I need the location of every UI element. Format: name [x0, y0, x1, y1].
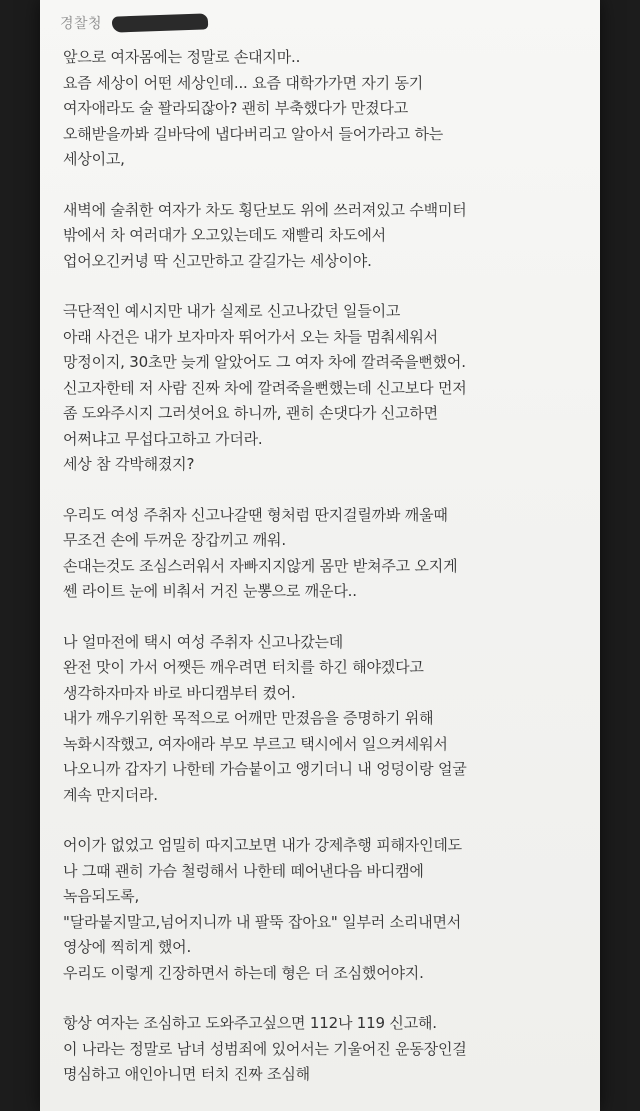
post-line: 무조건 손에 두꺼운 장갑끼고 깨워. [63, 531, 286, 549]
post-line: 명심하고 애인아니면 터치 진짜 조심해 [63, 1065, 310, 1083]
post-line: 신고자한테 저 사람 진짜 차에 깔려죽을뻔했는데 신고보다 먼저 [63, 378, 467, 397]
post-line: 쎈 라이트 눈에 비춰서 거진 눈뽕으로 깨운다.. [63, 582, 357, 600]
redacted-author-mark [112, 13, 208, 32]
post-line: 항상 여자는 조심하고 도와주고싶으면 112나 119 신고해. [63, 1014, 437, 1032]
post-line: 요즘 세상이 어떤 세상인데... 요즘 대학가가면 자기 동기 [63, 73, 424, 92]
post-body [63, 45, 563, 1111]
post-paragraph [63, 45, 563, 173]
post-line: 어이가 없었고 엄밀히 따지고보면 내가 강제추행 피해자인데도 [63, 836, 462, 854]
post-line: 우리도 이렇게 긴장하면서 하는데 형은 더 조심했어야지. [63, 963, 424, 982]
post-line: 어쩌냐고 무섭다고하고 가더라. [63, 429, 263, 448]
post-line: 완전 맛이 가서 어쨋든 깨우려면 터치를 하긴 해야겠다고 [63, 658, 424, 676]
post-line: 앞으로 여자몸에는 정말로 손대지마.. [63, 48, 301, 66]
post-line: 망정이지, 30초만 늦게 알았어도 그 여자 차에 깔려죽을뻔했어. [63, 353, 466, 371]
post-line: 극단적인 예시지만 내가 실제로 신고나갔던 일들이고 [63, 302, 401, 320]
post-line: 녹음되도록, [63, 887, 140, 905]
post-paragraph [63, 630, 563, 809]
post-line: 오해받을까봐 길바닥에 냅다버리고 알아서 들어가라고 하는 [63, 124, 444, 143]
post-line: 내가 깨우기위한 목적으로 어깨만 만졌음을 증명하기 위해 [63, 709, 434, 727]
post-line: 나 그때 괜히 가슴 철렁해서 나한테 떼어낸다음 바디캠에 [63, 861, 424, 880]
post-line: 나오니까 갑자기 나한테 가슴붙이고 앵기더니 내 엉덩이랑 얼굴 [63, 760, 467, 778]
post-line: 녹화시작했고, 여자애라 부모 부르고 택시에서 일으켜세워서 [63, 734, 448, 753]
post-line: 밖에서 차 여러대가 오고있는데도 재빨리 차도에서 [63, 226, 386, 244]
post-line: 아래 사건은 내가 보자마자 뛰어가서 오는 차들 멈춰세워서 [63, 327, 438, 346]
post-line: "달라붙지말고,넘어지니까 내 팔뚝 잡아요" 일부러 소리내면서 [63, 912, 462, 931]
post-line: 계속 만지더라. [63, 785, 158, 804]
post-paragraph [63, 198, 563, 275]
post-line: 업어오긴커녕 딱 신고만하고 갈길가는 세상이야. [63, 251, 372, 270]
post-line: 새벽에 술취한 여자가 차도 횡단보도 위에 쓰러져있고 수백미터 [63, 200, 467, 219]
post-line: 생각하자마자 바로 바디캠부터 켰어. [63, 683, 296, 702]
post-header [60, 10, 540, 36]
author-name[interactable]: 경찰청 [60, 16, 103, 32]
post-paragraph [63, 1011, 563, 1088]
post-line: 나 얼마전에 택시 여성 주취자 신고나갔는데 [63, 632, 344, 651]
post-paragraph [63, 503, 563, 605]
post-line: 손대는것도 조심스러워서 자빠지지않게 몸만 받쳐주고 오지게 [63, 556, 458, 575]
post-line: 세상이고, [63, 150, 125, 168]
post-line: 여자애라도 술 꽐라되잖아? 괜히 부축했다가 만졌다고 [63, 99, 408, 117]
post-line: 영상에 찍히게 했어. [63, 938, 192, 956]
post-line: 우리도 여성 주취자 신고나갈땐 형처럼 딴지걸릴까봐 깨울때 [63, 505, 448, 524]
post-line: 이 나라는 정말로 남녀 성범죄에 있어서는 기울어진 운동장인걸 [63, 1039, 467, 1058]
post-paragraph [63, 833, 563, 986]
post-paragraph [63, 299, 563, 478]
post-line: 세상 참 각박해졌지? [63, 455, 195, 473]
post-line: 좀 도와주시지 그러셧어요 하니까, 괜히 손댓다가 신고하면 [63, 404, 438, 422]
